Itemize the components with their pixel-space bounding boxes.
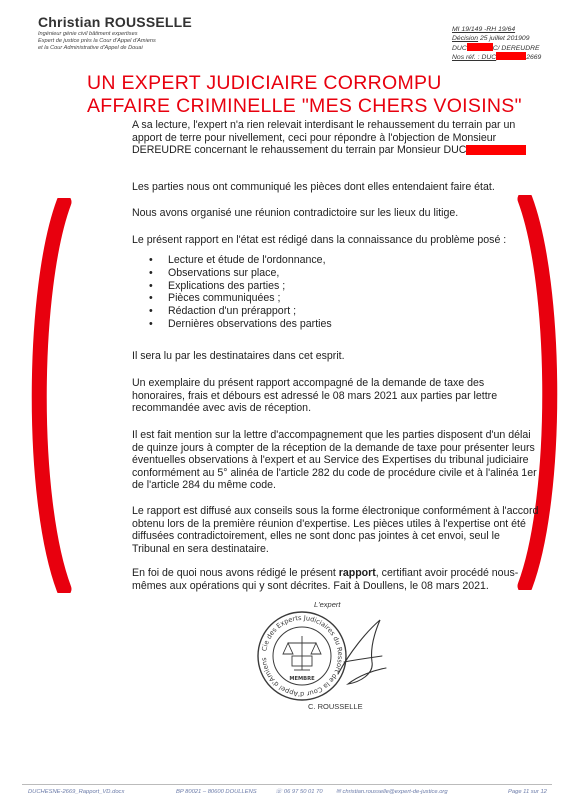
headline-line-2: AFFAIRE CRIMINELLE "MES CHERS VOISINS": [87, 95, 522, 117]
case-reference: [452, 25, 515, 34]
decision-date: 25 juillet 201909: [478, 35, 530, 42]
left-red-parenthesis: [26, 198, 76, 593]
seal-center-text: MEMBRE: [289, 676, 315, 682]
signature-title: L'expert: [314, 600, 341, 609]
paragraph-documents: Les parties nous ont communiqué les pièces dont elles entendaient faire état.: [132, 181, 495, 193]
seal-ring-text: Cie des Experts Judiciaires du Ressort de la Cour d'Appel d'Amiens: [260, 613, 345, 699]
decision-label: Décision: [452, 35, 479, 42]
footer-email: ✉ christian.rousselle@expert-de-justice.org: [336, 789, 448, 795]
our-ref-suffix: 2669: [526, 54, 542, 61]
list-item: • Observations sur place,: [149, 267, 332, 280]
expert-subtitle-2: Expert de justice près la Cour d'Appel d'Amiens: [38, 38, 156, 44]
paragraph-observations-delay: Il est fait mention sur la lettre d'accompagnement que les parties disposent d'un délai de quinze jours à compter de la réception de la demande de taxe pour présenter leurs éventuelles observations à l'expert et au Service des Expertises du tribunal judiciaire conformément au 5° alinéa de l'article 282 du code de procédure civile et à l'alinéa 1er de l'article 284 du même code.: [132, 429, 537, 492]
our-ref-prefix: Nos réf. : DUC: [452, 54, 497, 61]
certification-text-a: En foi de quoi nous avons rédigé le présent: [132, 567, 339, 579]
certification-text-b: , certifiant avoir procédé nous-mêmes aux opérations qui y sont décrites. Fait à Doullens, le 08 mars 2021.: [132, 567, 519, 592]
redaction-box: [467, 43, 493, 51]
redaction-box: [496, 52, 526, 60]
list-item: • Pièces communiquées ;: [149, 292, 332, 305]
handwritten-signature: [330, 612, 390, 692]
list-item: • Lecture et étude de l'ordonnance,: [149, 254, 332, 267]
paragraph-certification: [132, 567, 540, 592]
expert-name: Christian ROUSSELLE: [38, 14, 192, 30]
footer-phone: ☏ 06 97 50 01 70: [275, 789, 323, 795]
our-reference: [452, 52, 541, 62]
case-number: MI 19/149 -RH 19/64: [452, 26, 516, 33]
redaction-box: [466, 145, 526, 155]
paragraph-meeting: Nous avons organisé une réunion contradictoire sur les lieux du litige.: [132, 207, 459, 219]
parties-suffix: C/ DEREUDRE: [492, 45, 540, 52]
signatory-name: C. ROUSSELLE: [308, 702, 363, 711]
list-item: • Explications des parties ;: [149, 280, 332, 293]
paragraph-copy-sent: Un exemplaire du présent rapport accompagné de la demande de taxe des honoraires, frais et débours est adressé le 08 mars 2021 aux parties par lettre recommandée avec avis de réception.: [132, 377, 498, 415]
footer-divider: [22, 784, 552, 785]
list-item: • Dernières observations des parties: [149, 318, 332, 331]
footer-address: BP 80021 – 80600 DOULLENS: [176, 789, 257, 795]
steps-list: [149, 254, 332, 331]
paragraph-reading-text: A sa lecture, l'expert n'a rien relevait interdisant le rehaussement du terrain par un apport de terre pour nivellement, ceci pour répondre à l'objection de Monsieur DEREUDRE concernant le rehaussement du terrain par Monsieur DUC: [132, 119, 516, 157]
paragraph-electronic-diffusion: Le rapport est diffusé aux conseils sous la forme électronique conformément à l'accord obtenu lors de la première réunion d'expertise. Les pièces utiles à l'expertise ont été diffusées contradictoirement, elles ne sont donc pas jointes à cet envoi, seul le Tribunal en sera destinataire.: [132, 505, 539, 555]
parties-prefix: DUC: [452, 45, 467, 52]
footer-page-number: Page 11 sur 12: [508, 789, 547, 795]
headline-line-1: UN EXPERT JUDICIAIRE CORROMPU: [87, 72, 442, 94]
paragraph-report-intro: Le présent rapport en l'état est rédigé dans la connaissance du problème posé :: [132, 234, 507, 246]
expert-subtitle-3: et la Cour Administrative d'Appel de Douai: [38, 45, 143, 51]
expert-subtitle-1: Ingénieur génie civil bâtiment expertises: [38, 31, 138, 37]
certification-bold-word: rapport: [338, 567, 376, 579]
paragraph-reading-spirit: Il sera lu par les destinataires dans cet esprit.: [132, 350, 345, 362]
scales-of-justice-icon: [283, 636, 321, 670]
paragraph-reading: [132, 119, 540, 157]
decision-reference: [452, 34, 529, 43]
footer-filename: DUCHESNE-2669_Rapport_VD.docx: [28, 789, 125, 795]
list-item: • Rédaction d'un prérapport ;: [149, 305, 332, 318]
